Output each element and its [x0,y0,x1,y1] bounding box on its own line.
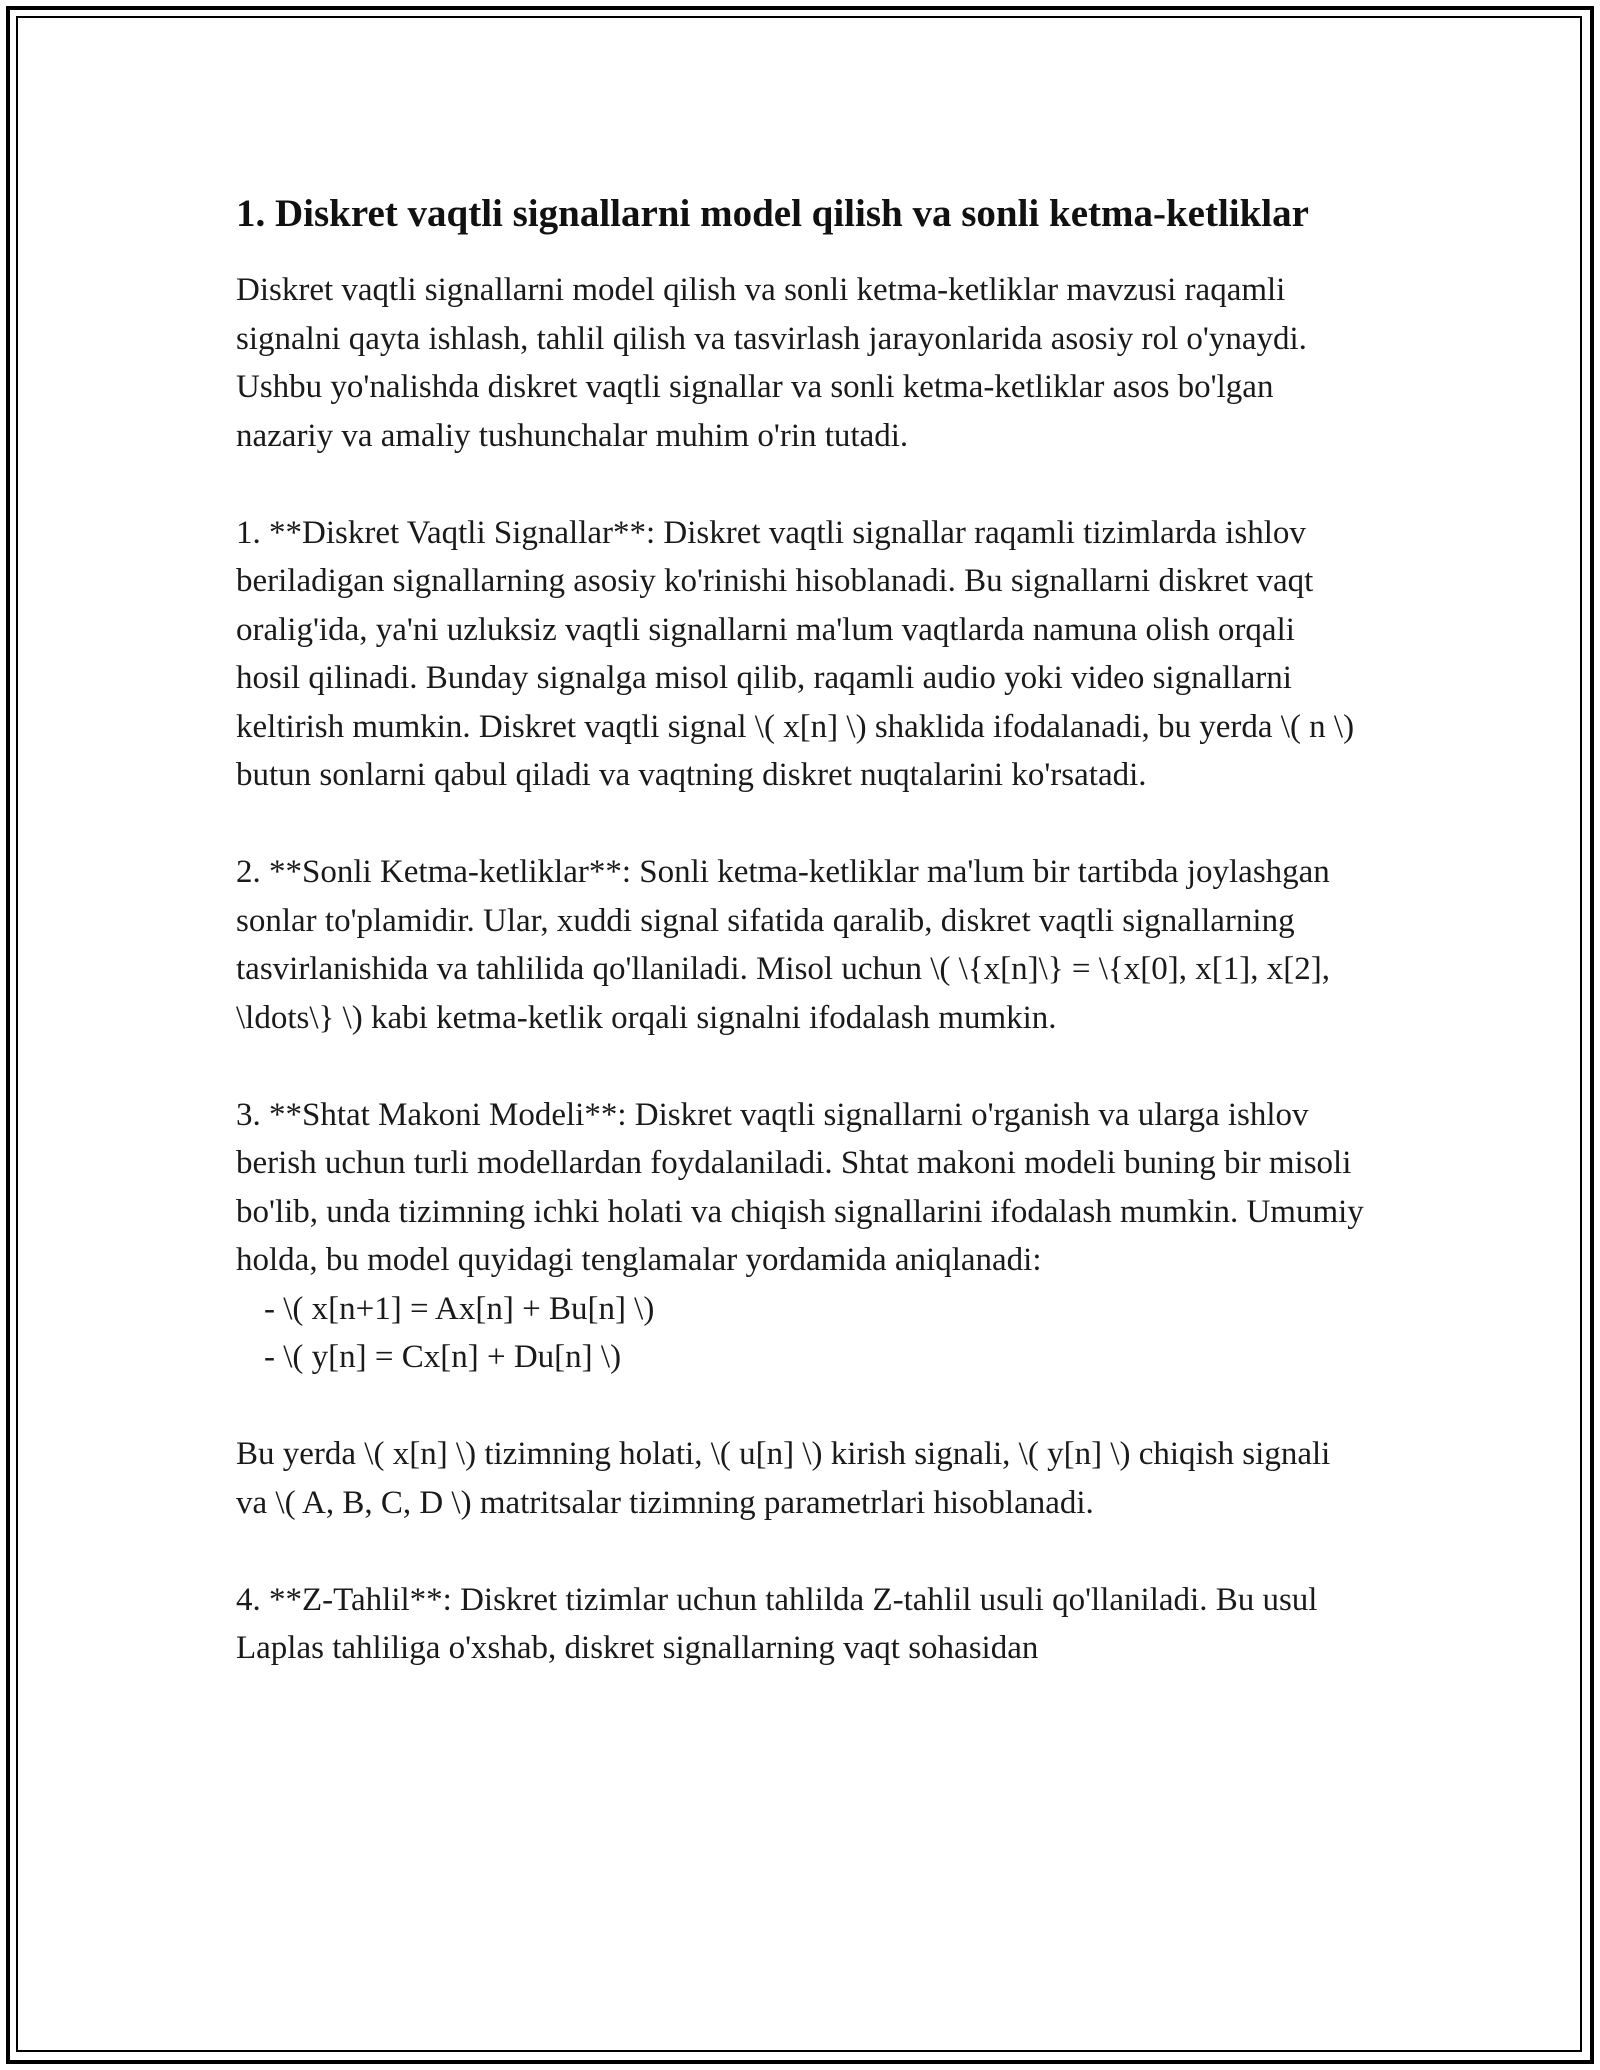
state-space-equations [236,1285,1366,1382]
section-2-paragraph: 2. **Sonli Ketma-ketliklar**: Sonli ketma-ketliklar ma'lum bir tartibda joylashgan sonlar to'plamidir. Ular, xuddi signal sifatida qaralib, diskret vaqtli signallarning tasvirlanishida va tahlilida qo'llaniladi. Misol uchun \( \{x[n]\} = \{x[0], x[1], x[2], \ldots\} \) kabi ketma-ketlik orqali signalni ifodalash mumkin. [236,854,1339,1036]
state-equation: - \( x[n+1] = Ax[n] + Bu[n] \) [264,1290,655,1327]
document-title: 1. Diskret vaqtli signallarni model qilish va sonli ketma-ketliklar [236,192,1309,235]
section-3-note-paragraph: Bu yerda \( x[n] \) tizimning holati, \( u[n] \) kirish signali, \( y[n] \) chiqish signali va \( A, B, C, D \) matritsalar tizimning parametrlari hisoblanadi. [236,1436,1339,1521]
output-equation: - \( y[n] = Cx[n] + Du[n] \) [264,1339,622,1375]
intro-paragraph: Diskret vaqtli signallarni model qilish va sonli ketma-ketliklar mavzusi raqamli signalni qayta ishlash, tahlil qilish va tasvirlash jarayonlarida asosiy rol o'ynaydi. Ushbu yo'nalishda diskret vaqtli signallar va sonli ketma-ketliklar asos bo'lgan nazariy va amaliy tushunchalar muhim o'rin tutadi. [236,272,1316,454]
section-3-paragraph: 3. **Shtat Makoni Modeli**: Diskret vaqtli signallarni o'rganish va ularga ishlov berish uchun turli modellardan foydalaniladi. Shtat makoni modeli buning bir misoli bo'lib, unda tizimning ichki holati va chiqish signallarini ifodalash mumkin. Umumiy holda, bu model quyidagi tenglamalar yordamida aniqlanadi: [236,1096,1373,1278]
document-body [236,186,1373,1673]
section-4-paragraph: 4. **Z-Tahlil**: Diskret tizimlar uchun tahlilda Z-tahlil usuli qo'llaniladi. Bu usul Laplas tahliliga o'xshab, diskret signallarning vaqt sohasidan [236,1581,1326,1666]
section-1-paragraph: 1. **Diskret Vaqtli Signallar**: Diskret vaqtli signallar raqamli tizimlarda ishlov beriladigan signallarning asosiy ko'rinishi hisoblanadi. Bu signallarni diskret vaqt oralig'ida, ya'ni uzluksiz vaqtli signallarni ma'lum vaqtlarda namuna olish orqali hosil qilinadi. Bunday signalga misol qilib, raqamli audio yoki video signallarni keltirish mumkin. Diskret vaqtli signal \( x[n] \) shaklida ifodalanadi, bu yerda \( n \) butun sonlarni qabul qiladi va vaqtning diskret nuqtalarini ko'rsatadi. [236,514,1363,793]
